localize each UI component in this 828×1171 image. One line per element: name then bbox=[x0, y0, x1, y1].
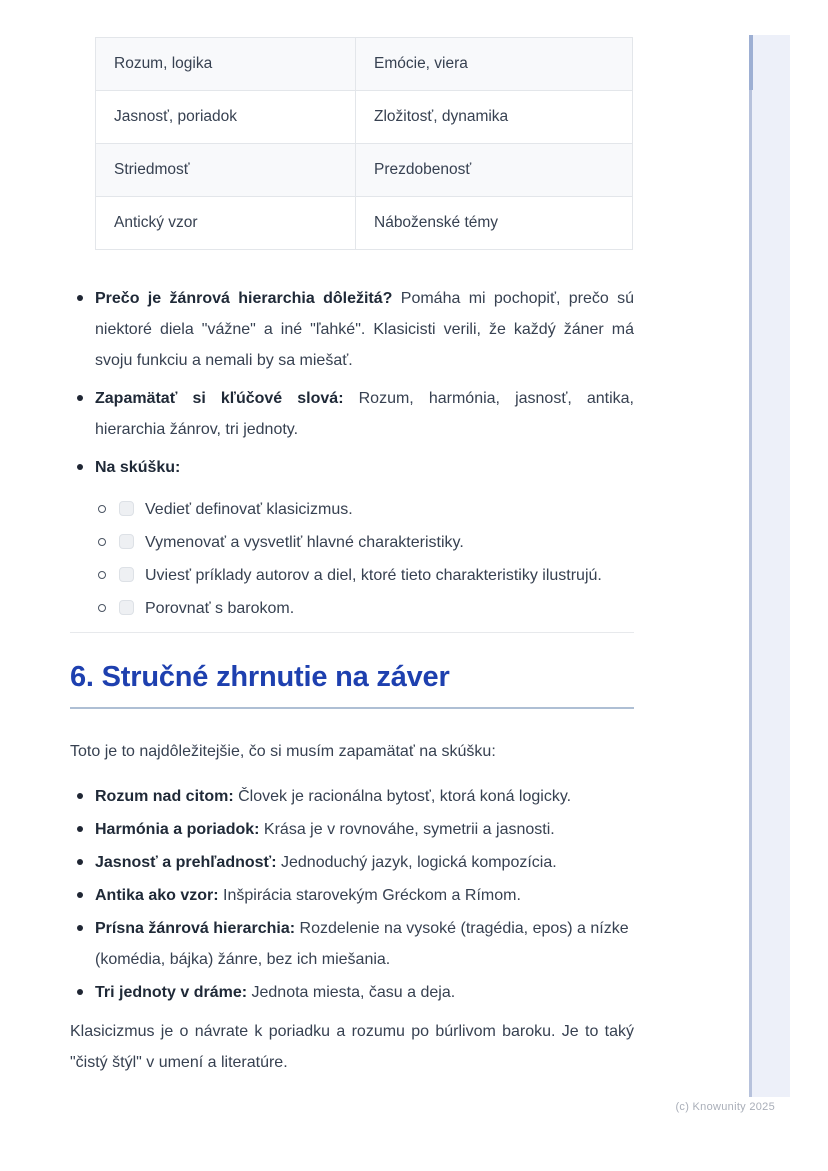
hollow-circle-bullet-icon bbox=[98, 505, 106, 513]
list-item bbox=[70, 452, 634, 483]
table-cell-left: Jasnosť, poriadok bbox=[96, 91, 356, 144]
comparison-table-body bbox=[96, 38, 633, 250]
checklist-item bbox=[70, 560, 634, 591]
checklist-item-label: Vedieť definovať klasicizmus. bbox=[145, 501, 353, 518]
item-body-text: Krása je v rovnováhe, symetrii a jasnosti. bbox=[259, 821, 555, 838]
list-item bbox=[70, 383, 634, 445]
checkbox-icon bbox=[119, 534, 134, 549]
table-cell-right: Náboženské témy bbox=[356, 197, 633, 250]
outro-paragraph: Klasicizmus je o návrate k poriadku a rozumu po búrlivom baroku. Je to taký "čistý štýl" v umení a literatúre. bbox=[70, 1023, 634, 1071]
hollow-circle-bullet-icon bbox=[98, 604, 106, 612]
scrollbar-track[interactable] bbox=[749, 35, 790, 1097]
hollow-circle-bullet-icon bbox=[98, 571, 106, 579]
item-body-text: Jednota miesta, času a deja. bbox=[247, 984, 456, 1001]
table-cell-right: Prezdobenosť bbox=[356, 144, 633, 197]
table-row bbox=[96, 91, 633, 144]
item-lead-text: Zapamätať si kľúčové slová: bbox=[95, 390, 344, 407]
checkbox-icon bbox=[119, 567, 134, 582]
copyright-text: (c) Knowunity 2025 bbox=[675, 1101, 775, 1113]
summary-item bbox=[70, 781, 634, 812]
checklist-item-label: Porovnať s barokom. bbox=[145, 600, 295, 617]
item-lead-text: Tri jednoty v dráme: bbox=[95, 984, 248, 1001]
checklist-item bbox=[70, 593, 634, 624]
item-body-text: Inšpirácia starovekým Gréckom a Rímom. bbox=[218, 887, 521, 904]
summary-item bbox=[70, 977, 634, 1008]
item-lead-text: Rozum nad citom: bbox=[95, 788, 234, 805]
notes-list bbox=[70, 283, 634, 483]
scrollbar-thumb[interactable] bbox=[749, 35, 753, 90]
section-divider bbox=[70, 632, 634, 633]
checklist-item bbox=[70, 527, 634, 558]
summary-item bbox=[70, 880, 634, 911]
summary-list bbox=[70, 781, 634, 1008]
item-lead-text: Prečo je žánrová hierarchia dôležitá? bbox=[95, 290, 393, 307]
table-row bbox=[96, 197, 633, 250]
item-lead-text: Antika ako vzor: bbox=[95, 887, 219, 904]
summary-item bbox=[70, 814, 634, 845]
exam-checklist bbox=[70, 494, 634, 624]
item-lead-text: Prísna žánrová hierarchia: bbox=[95, 920, 296, 937]
section-heading: 6. Stručné zhrnutie na záver bbox=[70, 659, 634, 709]
checkbox-icon bbox=[119, 600, 134, 615]
hollow-circle-bullet-icon bbox=[98, 538, 106, 546]
list-item bbox=[70, 283, 634, 376]
item-lead-text: Na skúšku: bbox=[95, 459, 181, 476]
item-lead-text: Jasnosť a prehľadnosť: bbox=[95, 854, 277, 871]
table-cell-left: Antický vzor bbox=[96, 197, 356, 250]
table-cell-right: Emócie, viera bbox=[356, 38, 633, 91]
item-body-text: Pomáha mi pochopiť, prečo sú niektoré diela "vážne" a iné "ľahké". Klasicisti verili, že každý žáner má svoju funkciu a nemali by sa miešať. bbox=[95, 290, 634, 369]
intro-paragraph: Toto je to najdôležitejšie, čo si musím zapamätať na skúšku: bbox=[70, 743, 496, 760]
item-body-text: Jednoduchý jazyk, logická kompozícia. bbox=[276, 854, 557, 871]
table-row bbox=[96, 38, 633, 91]
item-body-text: Rozum, harmónia, jasnosť, antika, hierarchia žánrov, tri jednoty. bbox=[95, 390, 635, 438]
document-content bbox=[70, 0, 634, 1078]
comparison-table bbox=[95, 37, 633, 250]
checkbox-icon bbox=[119, 501, 134, 516]
summary-item bbox=[70, 847, 634, 878]
table-cell-left: Rozum, logika bbox=[96, 38, 356, 91]
checklist-item-label: Vymenovať a vysvetliť hlavné charakteristiky. bbox=[145, 534, 464, 551]
item-body-text: Rozdelenie na vysoké (tragédia, epos) a nízke (komédia, bájka) žánre, bez ich miešania. bbox=[95, 920, 629, 968]
checklist-item bbox=[70, 494, 634, 525]
item-lead-text: Harmónia a poriadok: bbox=[95, 821, 260, 838]
table-cell-right: Zložitosť, dynamika bbox=[356, 91, 633, 144]
item-body-text: Človek je racionálna bytosť, ktorá koná logicky. bbox=[233, 788, 572, 805]
table-cell-left: Striedmosť bbox=[96, 144, 356, 197]
summary-item bbox=[70, 913, 634, 975]
checklist-item-label: Uviesť príklady autorov a diel, ktoré tieto charakteristiky ilustrujú. bbox=[145, 567, 602, 584]
table-row bbox=[96, 144, 633, 197]
